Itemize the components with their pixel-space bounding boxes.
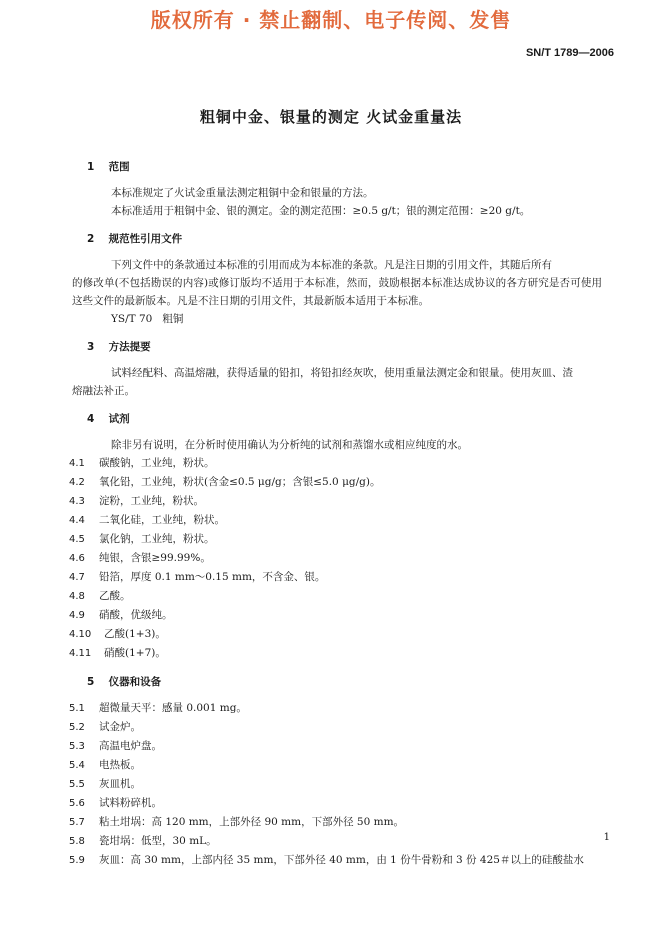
section-1-heading: 1 范围 bbox=[87, 161, 130, 173]
section-2-title: 规范性引用文件 bbox=[108, 233, 183, 245]
section-4-title: 试剂 bbox=[108, 413, 130, 425]
watermark: 版权所有 · 禁止翻制、电子传阅、发售 bbox=[150, 8, 512, 32]
list-item: 5.8 瓷坩埚：低型，30 mL。 bbox=[69, 835, 217, 847]
list-item: 4.4 二氧化硅，工业纯，粉状。 bbox=[69, 514, 225, 526]
section-3-para: 试料经配料、高温熔融，获得适量的铅扣，将铅扣经灰吹，使用重量法测定金和银量。使用灰皿、渣 bbox=[111, 367, 573, 379]
document-title: 粗铜中金、银量的测定 火试金重量法 bbox=[199, 108, 463, 126]
section-5-title: 仪器和设备 bbox=[108, 676, 162, 688]
list-item: 4.1 碳酸钠，工业纯，粉状。 bbox=[69, 457, 215, 469]
list-item: 5.1 超微量天平：感量 0.001 mg。 bbox=[69, 702, 247, 714]
list-item: 4.5 氯化钠，工业纯，粉状。 bbox=[69, 533, 215, 545]
section-3-heading: 3 方法提要 bbox=[87, 341, 151, 353]
reference-ys-t-70: YS/T 70 粗铜 bbox=[111, 313, 184, 325]
list-item: 5.5 灰皿机。 bbox=[69, 778, 141, 790]
section-1-para-2: 本标准适用于粗铜中金、银的测定。金的测定范围：≥0.5 g/t；银的测定范围：≥20 g/t。 bbox=[111, 205, 531, 217]
list-item: 4.3 淀粉，工业纯，粉状。 bbox=[69, 495, 204, 507]
section-2-heading: 2 规范性引用文件 bbox=[87, 233, 183, 245]
list-item: 4.7 铅箔，厚度 0.1 mm～0.15 mm，不含金、银。 bbox=[69, 571, 326, 583]
standard-code: SN/T 1789—2006 bbox=[525, 47, 614, 59]
page-number: 1 bbox=[603, 832, 610, 843]
list-item: 4.11 硝酸(1+7)。 bbox=[69, 647, 166, 659]
list-item: 5.3 高温电炉盘。 bbox=[69, 740, 162, 752]
document-body bbox=[69, 158, 602, 870]
section-2-para: 下列文件中的条款通过本标准的引用而成为本标准的条款。凡是注日期的引用文件，其随后所有 bbox=[111, 259, 552, 271]
list-item: 5.9 灰皿：高 30 mm，上部内径 35 mm，下部外径 40 mm，由 1 份牛骨粉和 3 份 425＃以上的硅酸盐水 bbox=[69, 854, 584, 866]
list-item: 5.4 电热板。 bbox=[69, 759, 141, 771]
section-3-para-cont: 熔融法补正。 bbox=[72, 385, 135, 397]
section-4-heading: 4 试剂 bbox=[87, 413, 130, 425]
list-item: 5.2 试金炉。 bbox=[69, 721, 141, 733]
list-item: 4.9 硝酸，优级纯。 bbox=[69, 609, 173, 621]
list-item: 5.7 粘土坩埚：高 120 mm，上部外径 90 mm，下部外径 50 mm。 bbox=[69, 816, 405, 828]
list-item: 4.10 乙酸(1+3)。 bbox=[69, 628, 166, 640]
section-2-para-cont: 的修改单(不包括勘误的内容)或修订版均不适用于本标准，然而，鼓励根据本标准达成协议的各方研究是否可使用这些文件的最新版本。凡是不注日期的引用文件，其最新版本适用于本标准。 bbox=[72, 277, 602, 307]
section-5-heading: 5 仪器和设备 bbox=[87, 676, 162, 688]
list-item: 4.8 乙酸。 bbox=[69, 590, 131, 602]
list-item: 4.6 纯银，含银≥99.99%。 bbox=[69, 552, 211, 564]
list-item: 4.2 氧化铅，工业纯，粉状(含金≤0.5 μg/g；含银≤5.0 μg/g)。 bbox=[69, 476, 381, 488]
section-1-para-1: 本标准规定了火试金重量法测定粗铜中金和银量的方法。 bbox=[111, 187, 374, 199]
section-1-title: 范围 bbox=[108, 161, 130, 173]
section-3-title: 方法提要 bbox=[108, 341, 151, 353]
list-item: 5.6 试料粉碎机。 bbox=[69, 797, 162, 809]
section-4-intro: 除非另有说明，在分析时使用确认为分析纯的试剂和蒸馏水或相应纯度的水。 bbox=[111, 439, 468, 451]
